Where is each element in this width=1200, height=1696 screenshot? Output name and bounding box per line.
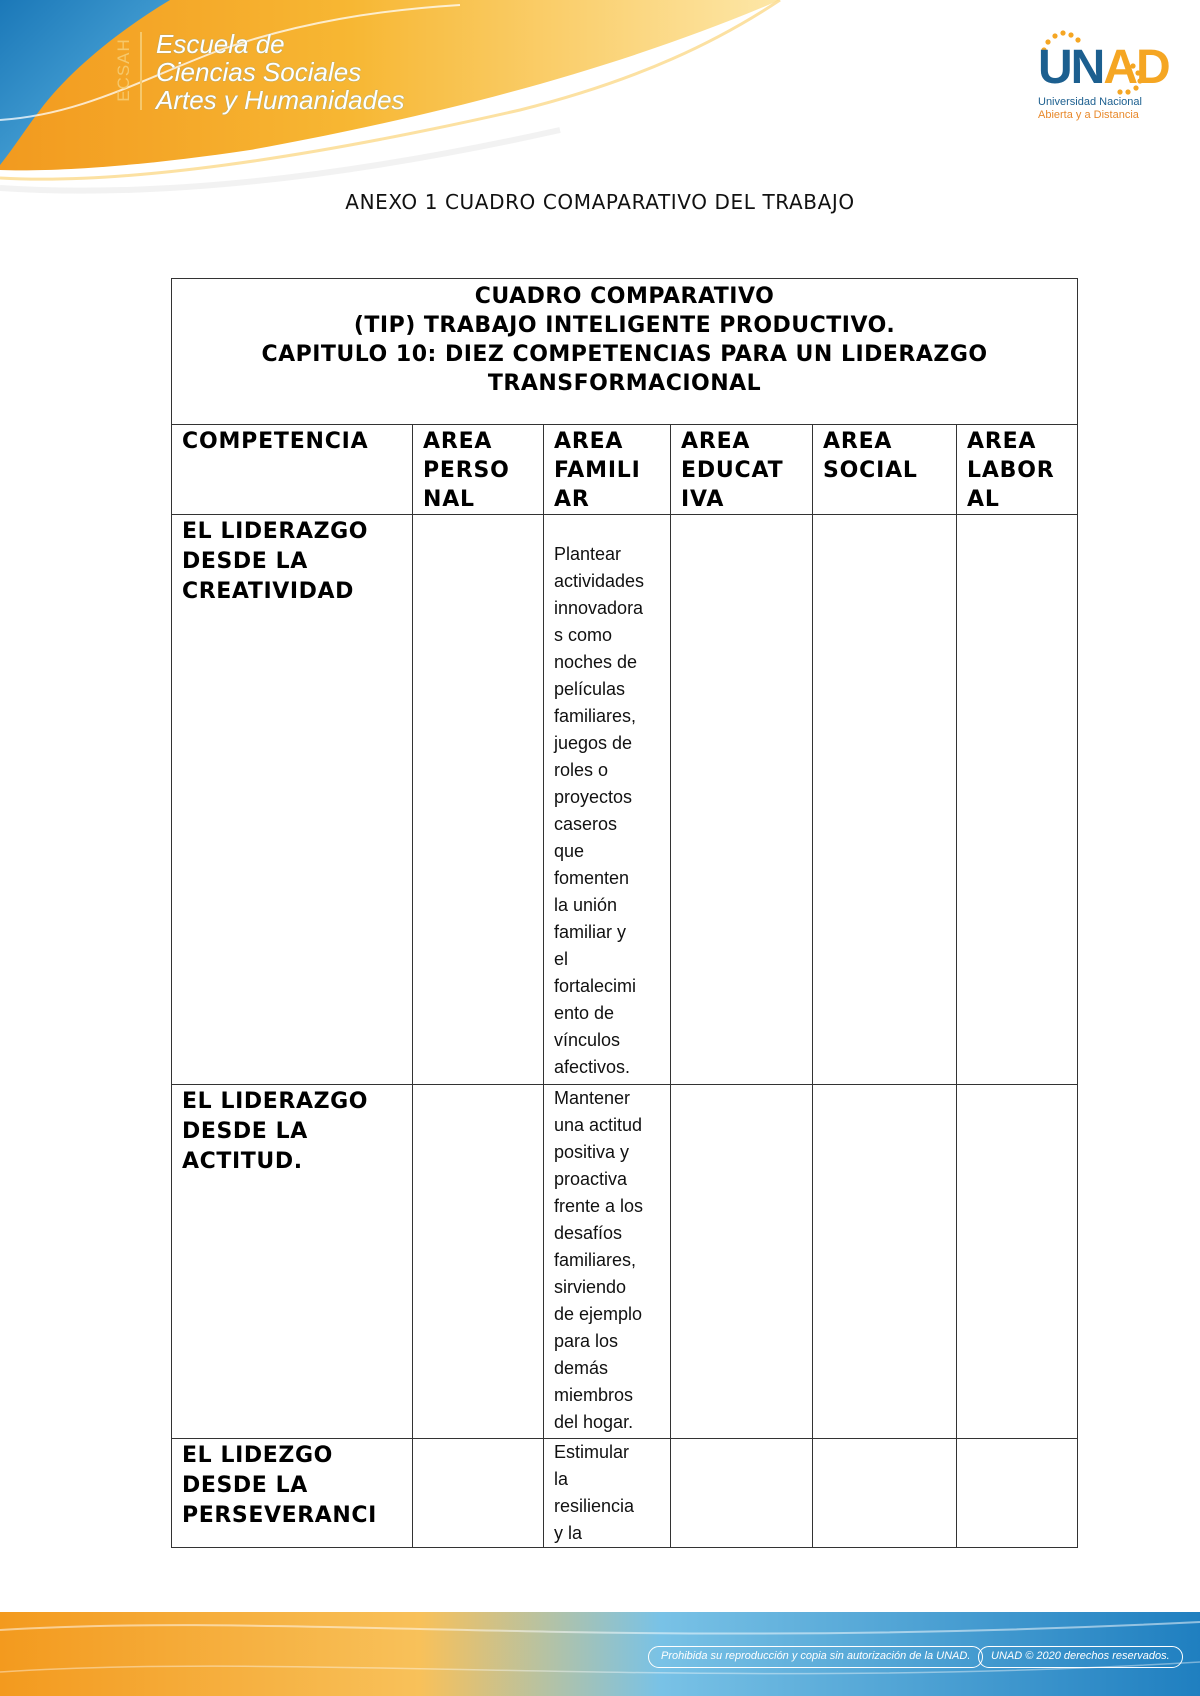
column-header-line: EDUCAT (681, 458, 784, 483)
column-header-line: AREA (967, 429, 1037, 454)
cell-text-line: demás (554, 1358, 609, 1378)
unad-wordmark: UNAD (1038, 41, 1169, 94)
column-header-line: AREA (423, 429, 493, 454)
cell-text-line: proactiva (554, 1169, 628, 1189)
cell-text-line: frente a los (554, 1196, 644, 1216)
unad-subtitle-1: Universidad Nacional (1038, 96, 1142, 108)
cell-text-line: el (554, 949, 569, 969)
column-header-line: LABOR (967, 458, 1055, 483)
table-row (172, 515, 1078, 1085)
cell-text-line: juegos de (554, 733, 633, 753)
school-name-line: Ciencias Sociales (156, 57, 362, 87)
cell-text-line: películas (554, 679, 626, 699)
cell-text-line: sirviendo (554, 1277, 627, 1297)
area-educativa-cell (671, 515, 813, 1085)
column-header (544, 425, 671, 515)
area-laboral-cell (957, 1439, 1078, 1548)
cell-text-line: que (554, 841, 585, 861)
area-personal-cell (413, 1085, 544, 1439)
table-heading-line: (TIP) TRABAJO INTELIGENTE PRODUCTIVO. (353, 313, 896, 338)
competencia-cell (172, 1085, 413, 1439)
table-row (172, 1085, 1078, 1439)
area-familiar-cell (544, 515, 671, 1085)
cell-text-line: Estimular (554, 1442, 630, 1462)
cell-text-line: fomenten (554, 868, 630, 888)
area-social-cell (813, 1439, 957, 1548)
table-heading-line: CUADRO COMPARATIVO (474, 284, 775, 309)
area-laboral-cell (957, 515, 1078, 1085)
competencia-cell (172, 1439, 413, 1548)
unad-subtitle-2: Abierta y a Distancia (1038, 109, 1139, 121)
school-name (156, 30, 405, 114)
area-educativa-cell (671, 1439, 813, 1548)
column-header-line: AREA (554, 429, 624, 454)
document-title: ANEXO 1 CUADRO COMAPARATIVO DEL TRABAJO (345, 190, 855, 214)
area-social-cell (813, 1085, 957, 1439)
column-header (957, 425, 1078, 515)
table-heading-line: TRANSFORMACIONAL (487, 371, 762, 396)
area-personal-cell (413, 515, 544, 1085)
column-header-line: SOCIAL (823, 458, 918, 483)
cell-text-line: familiares, (554, 706, 637, 726)
column-header (813, 425, 957, 515)
cell-text-line: DESDE LA (182, 1473, 308, 1498)
area-educativa-cell (671, 1085, 813, 1439)
column-header-line: PERSO (423, 458, 510, 483)
unad-logo (1030, 28, 1170, 128)
cell-text-line: de ejemplo (554, 1304, 643, 1324)
cell-text-line: positiva y (554, 1142, 630, 1162)
cell-text-line: la (554, 1469, 569, 1489)
cell-text-line: del hogar. (554, 1412, 634, 1432)
cell-text-line: para los (554, 1331, 619, 1351)
school-name-line: Escuela de (156, 29, 285, 59)
cell-text-line: afectivos. (554, 1057, 631, 1077)
column-header-line: AL (967, 487, 1000, 512)
cell-text-line: DESDE LA (182, 1119, 308, 1144)
table-heading-row (172, 279, 1078, 425)
column-header-line: AR (554, 487, 590, 512)
cell-text-line: DESDE LA (182, 549, 308, 574)
cell-text-line: innovadora (554, 598, 644, 618)
cell-text-line: familiares, (554, 1250, 637, 1270)
area-familiar-cell (544, 1085, 671, 1439)
table-row (172, 1439, 1078, 1548)
cell-text-line: vínculos (554, 1030, 621, 1050)
school-divider (140, 32, 142, 110)
cell-text-line: ento de (554, 1003, 615, 1023)
cell-text-line: proyectos (554, 787, 633, 807)
cell-text-line: PERSEVERANCI (182, 1503, 377, 1528)
cell-text-line: EL LIDERAZGO (182, 1089, 369, 1114)
column-header-line: NAL (423, 487, 475, 512)
cell-text-line: CREATIVIDAD (182, 579, 354, 604)
school-name-line: Artes y Humanidades (156, 85, 405, 115)
cell-text-line: y la (554, 1523, 583, 1543)
column-header-row (172, 425, 1078, 515)
cell-text-line: Mantener (554, 1088, 631, 1108)
cell-text-line: resiliencia (554, 1496, 635, 1516)
area-social-cell (813, 515, 957, 1085)
column-header (413, 425, 544, 515)
school-abbrev-label: ECSAH (114, 38, 134, 102)
footer-banner (0, 1612, 1200, 1696)
cell-text-line: familiar y (554, 922, 627, 942)
footer-notice: Prohibida su reproducción y copia sin autorización de la UNAD. (648, 1646, 983, 1668)
column-header-line: AREA (681, 429, 751, 454)
column-header-line: COMPETENCIA (182, 429, 369, 454)
area-personal-cell (413, 1439, 544, 1548)
column-header-line: FAMILI (554, 458, 641, 483)
cell-text-line: noches de (554, 652, 638, 672)
cell-text-line: fortalecimi (554, 976, 637, 996)
cell-text-line: desafíos (554, 1223, 623, 1243)
area-laboral-cell (957, 1085, 1078, 1439)
header-banner (0, 0, 1200, 215)
cell-text-line: actividades (554, 571, 645, 591)
cell-text-line: roles o (554, 760, 609, 780)
table-heading-line: CAPITULO 10: DIEZ COMPETENCIAS PARA UN LIDERAZGO (261, 342, 988, 367)
area-familiar-cell (544, 1439, 671, 1548)
cell-text-line: miembros (554, 1385, 634, 1405)
column-header (671, 425, 813, 515)
cell-text-line: EL LIDEZGO (182, 1443, 333, 1468)
cell-text-line: una actitud (554, 1115, 643, 1135)
cell-text-line: s como (554, 625, 613, 645)
table-heading (172, 279, 1078, 425)
cell-text-line: EL LIDERAZGO (182, 519, 369, 544)
footer-copyright: UNAD © 2020 derechos reservados. (978, 1646, 1183, 1668)
cell-text-line: ACTITUD. (182, 1149, 303, 1174)
column-header-line: AREA (823, 429, 893, 454)
column-header (172, 425, 413, 515)
competencia-cell (172, 515, 413, 1085)
cell-text-line: Plantear (554, 544, 622, 564)
cell-text-line: la unión (554, 895, 618, 915)
cell-text-line: caseros (554, 814, 618, 834)
column-header-line: IVA (681, 487, 725, 512)
comparison-table (171, 278, 1078, 1548)
